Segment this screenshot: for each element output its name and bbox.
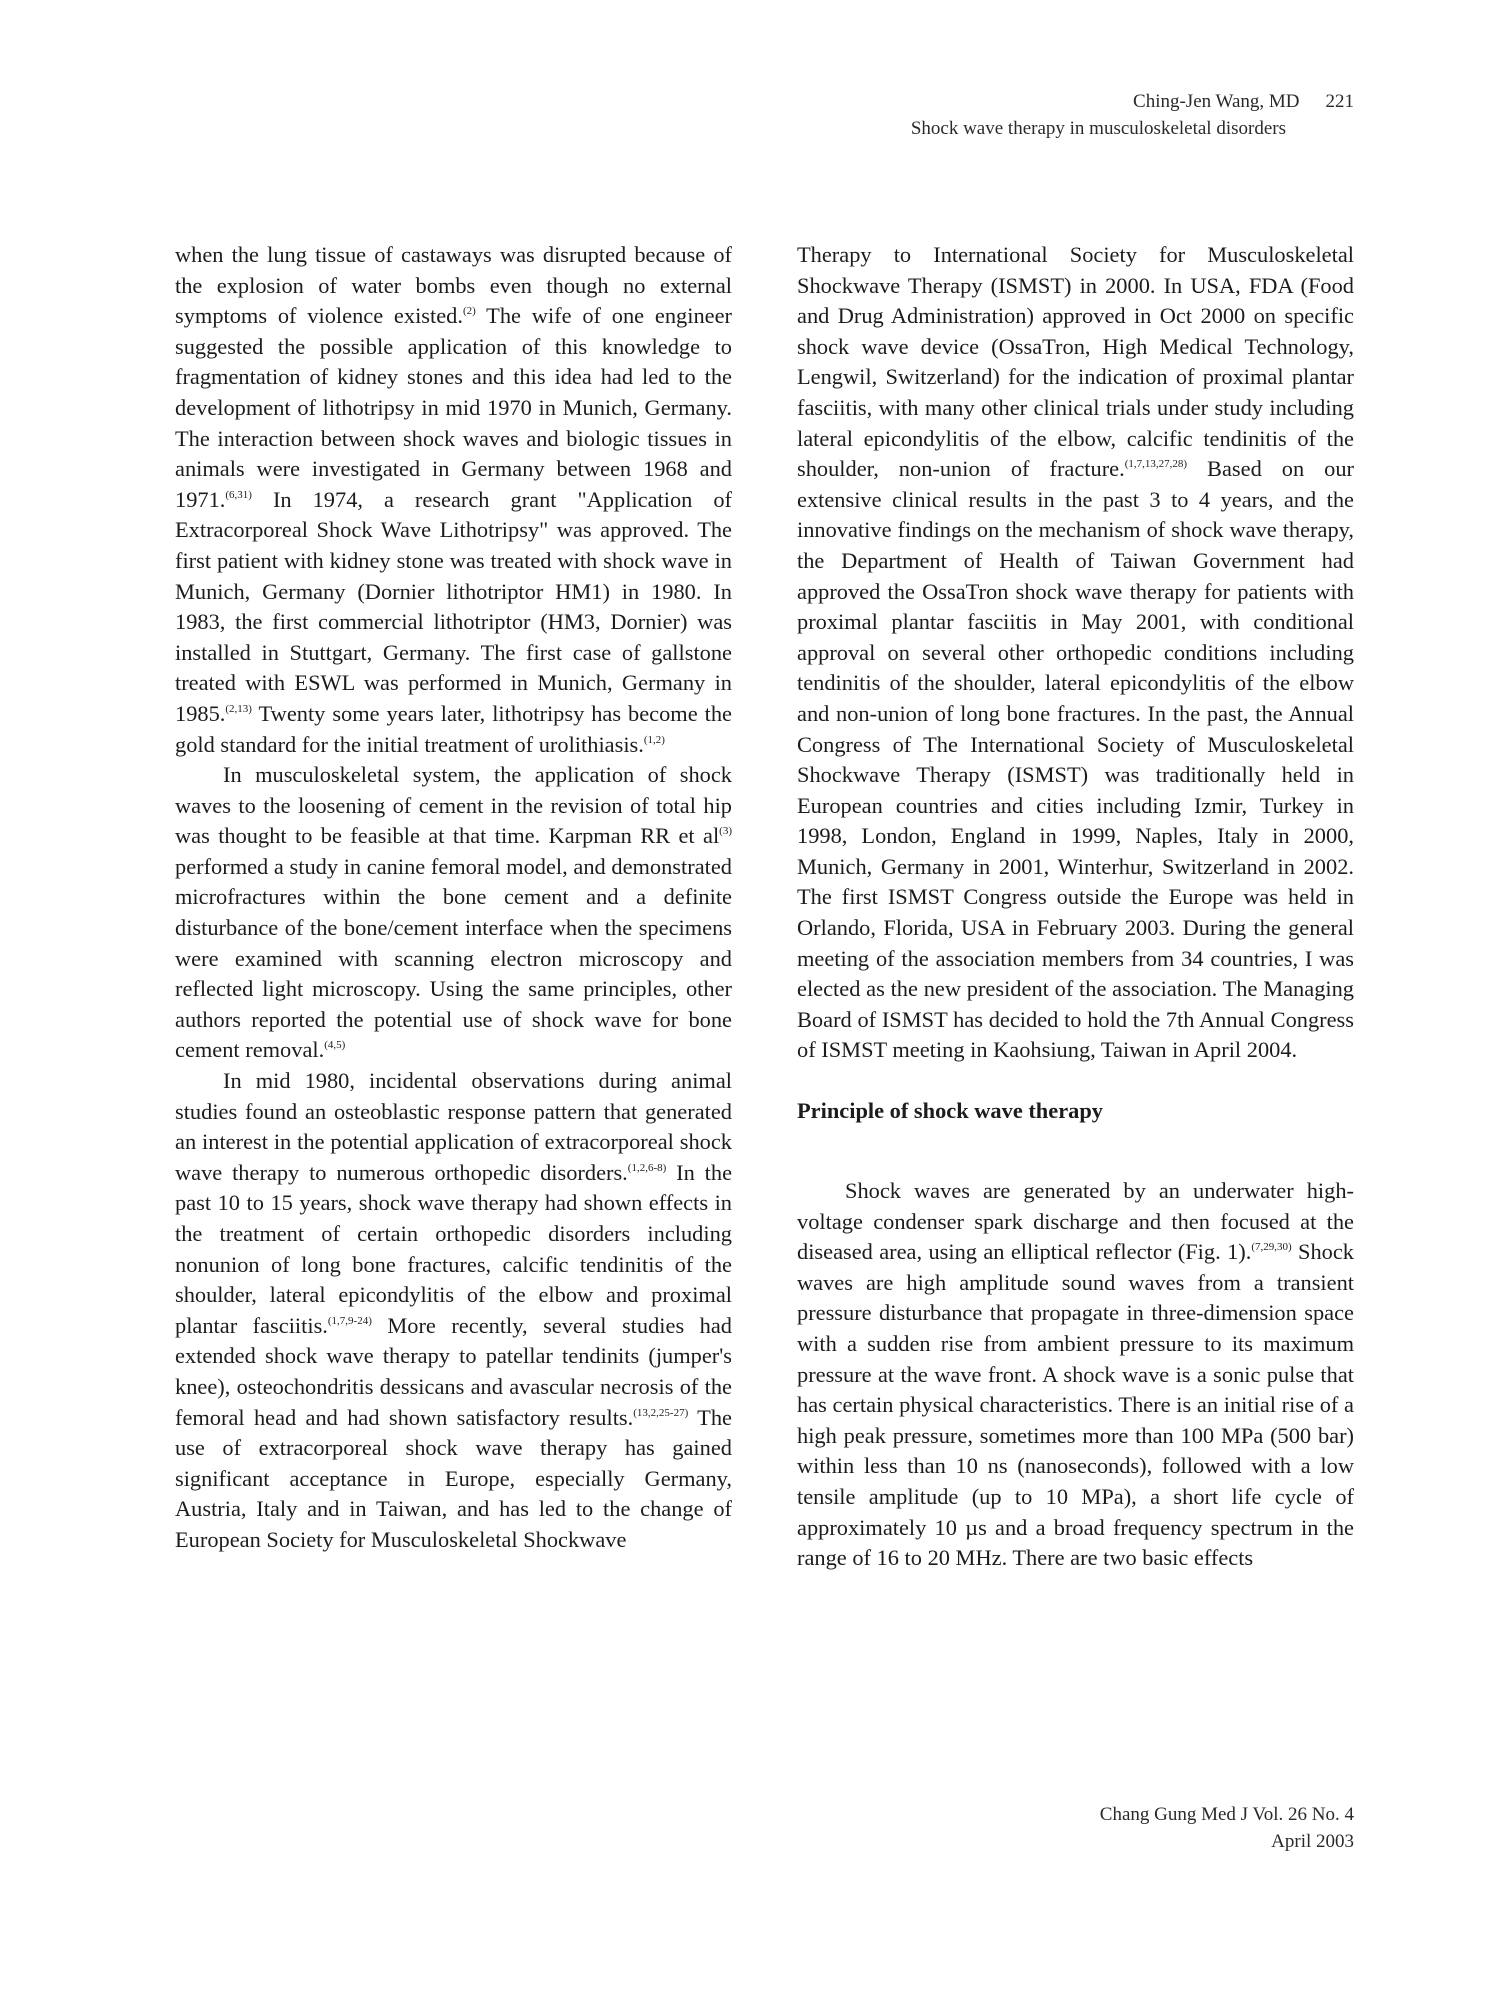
running-title: Shock wave therapy in musculoskeletal disorders (910, 118, 1286, 139)
paragraph-text: when the lung tissue of castaways was disrupted because of the explosion of water bombs even though no external symptoms of violence existed. (175, 242, 732, 329)
citation-ref: (1,7,13,27,28) (1124, 458, 1188, 471)
journal-citation: Chang Gung Med J Vol. 26 No. 4 (1099, 1804, 1354, 1825)
paragraph-text: performed a study in canine femoral model, and demonstrated microfractures within the bone cement and a definite disturbance of the bone/cement interface when the specimens were examined with scanning electron microscopy and reflected light microscopy. Using the same principles, other authors reported the potential use of shock wave for bone cement removal. (175, 853, 732, 1063)
paragraph (175, 760, 732, 1066)
citation-ref: (3) (719, 825, 732, 838)
paragraph-text: More recently, several studies had extended shock wave therapy to patellar tendinits (jumper's knee), osteochondritis dessicans and avascular necrosis of the femoral head and had shown satisfactory results. (175, 1312, 732, 1430)
citation-ref: (1,2,6-8) (627, 1161, 667, 1174)
section-heading: Principle of shock wave therapy (797, 1098, 1103, 1124)
citation-ref: (1,2) (643, 733, 665, 746)
paragraph-text: Shock waves are high amplitude sound waves from a transient pressure disturbance that propagate in three-dimension space with a sudden rise from ambient pressure to its maximum pressure at the wave front. A shock wave is a sonic pulse that has certain physical characteristics. There is an initial rise of a high peak pressure, sometimes more than 100 MPa (500 bar) within less than 10 ns (nanoseconds), followed with a low tensile amplitude (up to 10 MPa), a short life cycle of approximately 10 µs and a broad frequency spectrum in the range of 16 to 20 MHz. There are two basic effects (797, 1239, 1354, 1571)
paragraph-text: Shock waves are generated by an underwater high-voltage condenser spark discharge and then focused at the diseased area, using an elliptical reflector (Fig. 1). (797, 1178, 1354, 1265)
citation-ref: (7,29,30) (1251, 1241, 1292, 1254)
paragraph (175, 240, 732, 760)
page-footer (1100, 1801, 1354, 1855)
issue-date: April 2003 (1271, 1831, 1354, 1852)
running-head (911, 88, 1354, 142)
paragraph (797, 240, 1354, 1066)
paragraph-text: In the past 10 to 15 years, shock wave therapy had shown effects in the treatment of certain orthopedic disorders including nonunion of long bone fractures, calcific tendinitis of the shoulder, lateral epicondylitis of the elbow and proximal plantar fasciitis. (175, 1159, 733, 1338)
citation-ref: (2,13) (225, 702, 252, 715)
paragraph (797, 1176, 1354, 1574)
citation-ref: (4,5) (324, 1039, 346, 1052)
paragraph (175, 1066, 732, 1556)
paragraph-text: In 1974, a research grant "Application of Extracorporeal Shock Wave Lithotripsy" was approved. The first patient with kidney stone was treated with shock wave in Munich, Germany (Dornier lithotriptor HM1) in 1980. In 1983, the first commercial lithotriptor (HM3, Dornier) was installed in Stuttgart, Germany. The first case of gallstone treated with ESWL was performed in Munich, Germany in 1985. (175, 486, 732, 726)
paragraph-text: Twenty some years later, lithotripsy has become the gold standard for the initial treatment of urolithiasis. (175, 700, 732, 757)
running-head-line-1 (911, 88, 1354, 115)
citation-ref: (2) (462, 305, 476, 318)
paragraph-text: In musculoskeletal system, the application of shock waves to the loosening of cement in the revision of total hip was thought to be feasible at that time. Karpman RR et al (175, 762, 732, 849)
left-column (175, 240, 732, 1556)
citation-ref: (13,2,25-27) (633, 1406, 689, 1419)
paragraph-text: Therapy to International Society for Musculoskeletal Shockwave Therapy (ISMST) in 2000. In USA, FDA (Food and Drug Administration) approved in Oct 2000 on specific shock wave device (OssaTron, High Medical Technology, Lengwil, Switzerland) for the indication of proximal plantar fasciitis, with many other clinical trials under study including lateral epicondylitis of the elbow, calcific tendinitis of the shoulder, non-union of fracture. (797, 242, 1354, 482)
citation-ref: (1,7,9-24) (327, 1314, 372, 1327)
author-name: Ching-Jen Wang, MD (1133, 91, 1300, 112)
paragraph-text: In mid 1980, incidental observations during animal studies found an osteoblastic response pattern that generated an interest in the potential application of extracorporeal shock wave therapy to numerous orthopedic disorders. (175, 1068, 732, 1185)
right-column (797, 240, 1354, 1574)
page-number: 221 (1325, 91, 1354, 112)
paragraph-text: Based on our extensive clinical results in the past 3 to 4 years, and the innovative findings on the mechanism of shock wave therapy, the Department of Health of Taiwan Government had approved the OssaTron shock wave therapy for patients with proximal plantar fasciitis in May 2001, with conditional approval on several other orthopedic conditions including tendinitis of the shoulder, lateral epicondylitis of the elbow and non-union of long bone fractures. In the past, the Annual Congress of The International Society of Musculoskeletal Shockwave Therapy (ISMST) was traditionally held in European countries and cities including Izmir, Turkey in 1998, London, England in 1999, Naples, Italy in 2000, Munich, Germany in 2001, Winterhur, Switzerland in 2002. The first ISMST Congress outside the Europe was held in Orlando, Florida, USA in February 2003. During the general meeting of the association members from 34 countries, I was elected as the new president of the association. The Managing Board of ISMST has decided to hold the 7th Annual Congress of ISMST meeting in Kaohsiung, Taiwan in April 2004. (797, 456, 1355, 1063)
paragraph-text: The use of extracorporeal shock wave therapy has gained significant acceptance in Europe, especially Germany, Austria, Italy and in Taiwan, and has led to the change of European Society for Musculoskeletal Shockwave (175, 1404, 732, 1552)
paragraph-text: The wife of one engineer suggested the possible application of this knowledge to fragmentation of kidney stones and this idea had led to the development of lithotripsy in mid 1970 in Munich, Germany. The interaction between shock waves and biologic tissues in animals were investigated in Germany between 1968 and 1971. (175, 303, 732, 512)
citation-ref: (6,31) (225, 488, 252, 501)
